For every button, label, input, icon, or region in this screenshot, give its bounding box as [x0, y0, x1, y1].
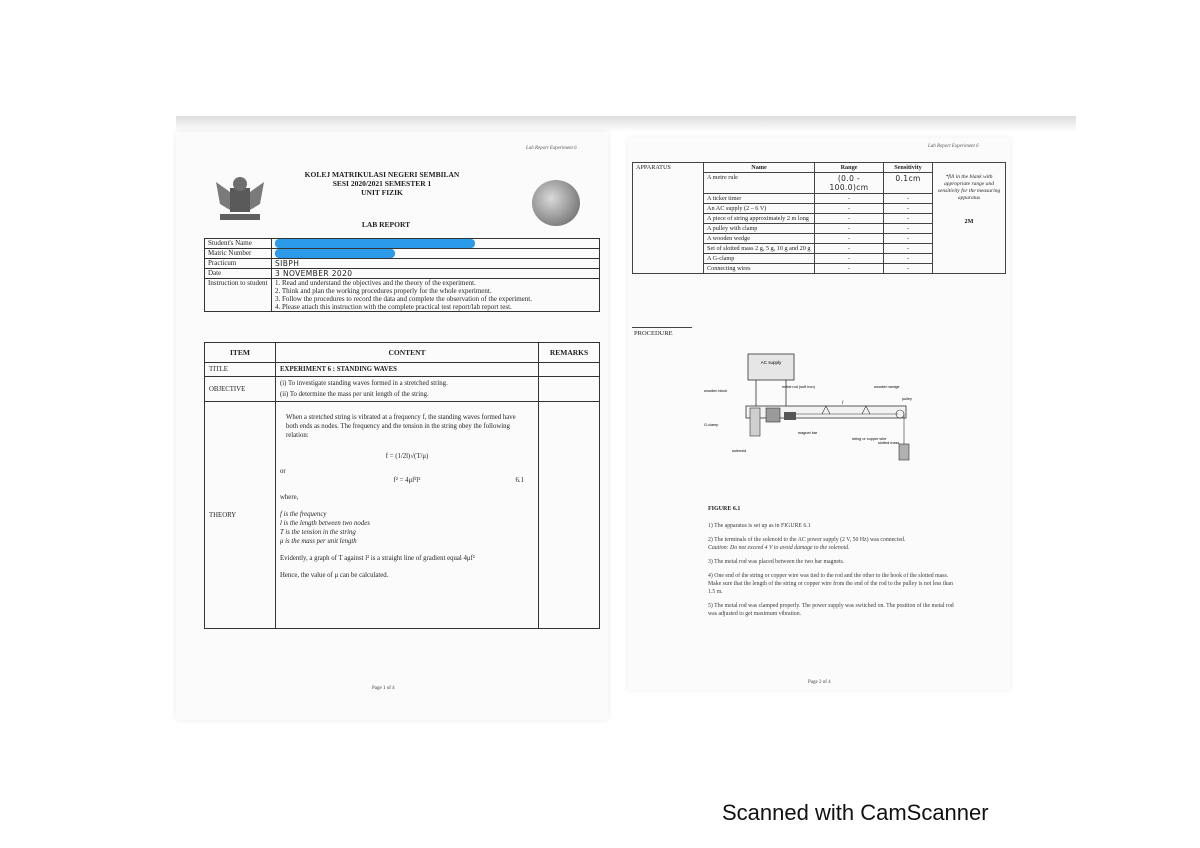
- instruction-label: Instruction to student: [205, 279, 272, 312]
- apparatus-range: -: [815, 244, 884, 254]
- apparatus-sensitivity: -: [884, 244, 933, 254]
- wooden-block-label: wooden block: [704, 389, 728, 393]
- institution-heading: [272, 170, 492, 197]
- col-sensitivity: Sensitivity: [884, 163, 933, 173]
- instruction-list: [272, 279, 600, 312]
- remarks-cell: [539, 402, 600, 629]
- objective-item: (i) To investigate standing waves formed in a stretched string.: [280, 380, 448, 387]
- apparatus-name: An AC supply (2 – 6 V): [704, 204, 815, 214]
- objective-item: (ii) To determine the mass per unit length of the string.: [280, 391, 429, 398]
- matric-value: [272, 249, 600, 259]
- apparatus-sensitivity: -: [884, 204, 933, 214]
- scan-shadow: [176, 116, 1076, 132]
- remarks-cell: [539, 377, 600, 402]
- procedure-step: 3) The metal rod was placed between the two bar magnets.: [708, 559, 845, 565]
- marks-value: 2M: [964, 218, 974, 225]
- apparatus-name: A G-clamp: [704, 254, 815, 264]
- pulley-label: pulley: [902, 397, 912, 401]
- procedure-steps: [708, 522, 958, 624]
- apparatus-sensitivity: -: [884, 224, 933, 234]
- title-value: EXPERIMENT 6 : STANDING WAVES: [276, 363, 539, 377]
- redaction-mark: [275, 249, 395, 258]
- instruction-item: 1. Read and understand the objectives and the theory of the experiment.: [275, 279, 476, 287]
- figure-caption: FIGURE 6.1: [708, 506, 741, 512]
- student-info-table: [204, 238, 600, 312]
- remarks-column: [933, 163, 1006, 274]
- wooden-wedge-label: wooden wedge: [874, 385, 900, 389]
- definition-item: f is the frequency: [280, 511, 327, 518]
- practicum-value: SIBPH: [272, 259, 600, 269]
- remarks-cell: [539, 363, 600, 377]
- apparatus-label: APPARATUS: [633, 163, 704, 274]
- formula-2: f² = 4μf²l²: [393, 477, 421, 484]
- apparatus-name: Set of slotted mass 2 g, 5 g, 10 g and 20 g: [704, 244, 815, 254]
- caution-text: Caution: Do not exceed 4 V to avoid damage to the solenoid.: [708, 545, 850, 551]
- length-l-label: l: [842, 401, 844, 406]
- evidently-text: Evidently, a graph of T against l² is a straight line of gradient equal 4μf²: [280, 555, 475, 562]
- apparatus-sensitivity: 0.1cm: [884, 173, 933, 194]
- apparatus-name: A piece of string approximately 2 m long: [704, 214, 815, 224]
- magnet-bar-label: magnet bar: [798, 431, 818, 435]
- institution-line-3: UNIT FIZIK: [361, 188, 403, 197]
- formula-1: f = (1/2l)√(T/μ): [385, 453, 429, 460]
- or-text: or: [280, 468, 286, 475]
- apparatus-name: Connecting wires: [704, 264, 815, 274]
- procedure-step: 1) The apparatus is set up as in FIGURE 6.1: [708, 523, 811, 529]
- document-page-2: [628, 138, 1010, 690]
- header-content: CONTENT: [276, 343, 539, 363]
- apparatus-name: A ticker timer: [704, 194, 815, 204]
- header-item: ITEM: [205, 343, 276, 363]
- formula-2-row: [280, 476, 534, 485]
- apparatus-range: -: [815, 204, 884, 214]
- slotted-mass-label: slotted mass: [878, 441, 900, 445]
- page-header-note: Lab Report Experiment 6: [526, 146, 577, 151]
- objective-content: [276, 377, 539, 402]
- apparatus-sensitivity: -: [884, 214, 933, 224]
- apparatus-range: -: [815, 234, 884, 244]
- hence-text: Hence, the value of μ can be calculated.: [280, 572, 389, 579]
- apparatus-range: -: [815, 194, 884, 204]
- institution-line-1: KOLEJ MATRIKULASI NEGERI SEMBILAN: [304, 170, 460, 179]
- divider: [632, 327, 692, 328]
- page-number: Page 1 of 4: [372, 686, 395, 691]
- scanner-watermark: Scanned with CamScanner: [722, 800, 989, 825]
- document-page-1: [176, 132, 608, 720]
- college-logo: [532, 180, 580, 226]
- definition-item: T is the tension in the string: [280, 529, 356, 536]
- procedure-step: 5) The metal rod was clamped properly. The power supply was switched on. The position of the metal rod was adjusted to get maximum vibration.: [708, 603, 954, 617]
- apparatus-sensitivity: -: [884, 254, 933, 264]
- apparatus-sensitivity: -: [884, 234, 933, 244]
- apparatus-range: -: [815, 264, 884, 274]
- report-title: LAB REPORT: [361, 220, 411, 229]
- solenoid-label: solenoid: [732, 449, 747, 453]
- remark-note: *fill in the blank with appropriate range and sensitivity for the measuring apparatus: [937, 174, 1001, 201]
- experiment-setup-figure: [702, 348, 932, 488]
- student-name-label: Student's Name: [205, 239, 272, 249]
- date-value: 3 NOVEMBER 2020: [272, 269, 600, 279]
- instruction-item: 2. Think and plan the working procedures properly for the whole experiment.: [275, 287, 492, 295]
- procedure-label: PROCEDURE: [634, 330, 673, 337]
- procedure-step: [708, 536, 958, 552]
- coat-of-arms-logo: [210, 174, 270, 226]
- student-name-value: [272, 239, 600, 249]
- definition-item: μ is the mass per unit length: [280, 538, 357, 545]
- apparatus-name: A metre rule: [704, 173, 815, 194]
- where-text: where,: [280, 494, 299, 501]
- redaction-mark: [275, 239, 475, 248]
- metal-rod-label: metal rod (soft iron): [782, 385, 815, 389]
- apparatus-range: -: [815, 224, 884, 234]
- apparatus-name: A pulley with clamp: [704, 224, 815, 234]
- equation-number: 6.1: [515, 477, 524, 484]
- objective-label: OBJECTIVE: [205, 377, 276, 402]
- definition-item: l is the length between two nodes: [280, 520, 370, 527]
- title-label: TITLE: [205, 363, 276, 377]
- experiment-table: [204, 342, 600, 629]
- page-number: Page 2 of 4: [808, 680, 831, 685]
- apparatus-table: [632, 162, 1006, 274]
- apparatus-range: -: [815, 254, 884, 264]
- instruction-item: 3. Follow the procedures to record the data and complete the observation of the experiment.: [275, 295, 532, 303]
- page-header-note: Lab Report Experiment 6: [928, 144, 979, 149]
- apparatus-name: A wooden wedge: [704, 234, 815, 244]
- header-remarks: REMARKS: [539, 343, 600, 363]
- string-label: string or copper wire: [852, 437, 887, 441]
- apparatus-range: -: [815, 214, 884, 224]
- theory-intro: When a stretched string is vibrated at a frequency f, the standing waves formed have both ends as nodes. The frequency and the tension in the string obey the following relation:: [286, 414, 516, 439]
- practicum-label: Practicum: [205, 259, 272, 269]
- g-clamp-label: G-clamp: [704, 423, 719, 427]
- definition-list: [280, 510, 534, 546]
- apparatus-range: (0.0 - 100.0)cm: [815, 173, 884, 194]
- ac-supply-label: AC supply: [760, 360, 782, 365]
- procedure-step-text: 2) The terminals of the solenoid to the AC power supply (2 V, 50 Hz) was connected.: [708, 537, 906, 543]
- theory-content: [276, 402, 539, 629]
- apparatus-sensitivity: -: [884, 194, 933, 204]
- col-name: Name: [704, 163, 815, 173]
- procedure-step: 4) One end of the string or copper wire was tied to the rod and the other to the hook of the slotted mass. Make sure that the length of the string or copper wire from the end of the rod to the pulley is not less than 1.5 m.: [708, 573, 953, 595]
- col-range: Range: [815, 163, 884, 173]
- theory-label: THEORY: [205, 402, 276, 629]
- matric-label: Matric Number: [205, 249, 272, 259]
- institution-line-2: SESI 2020/2021 SEMESTER 1: [332, 179, 432, 188]
- apparatus-sensitivity: -: [884, 264, 933, 274]
- date-label: Date: [205, 269, 272, 279]
- instruction-item: 4. Please attach this instruction with the complete practical test report/lab report test.: [275, 303, 512, 311]
